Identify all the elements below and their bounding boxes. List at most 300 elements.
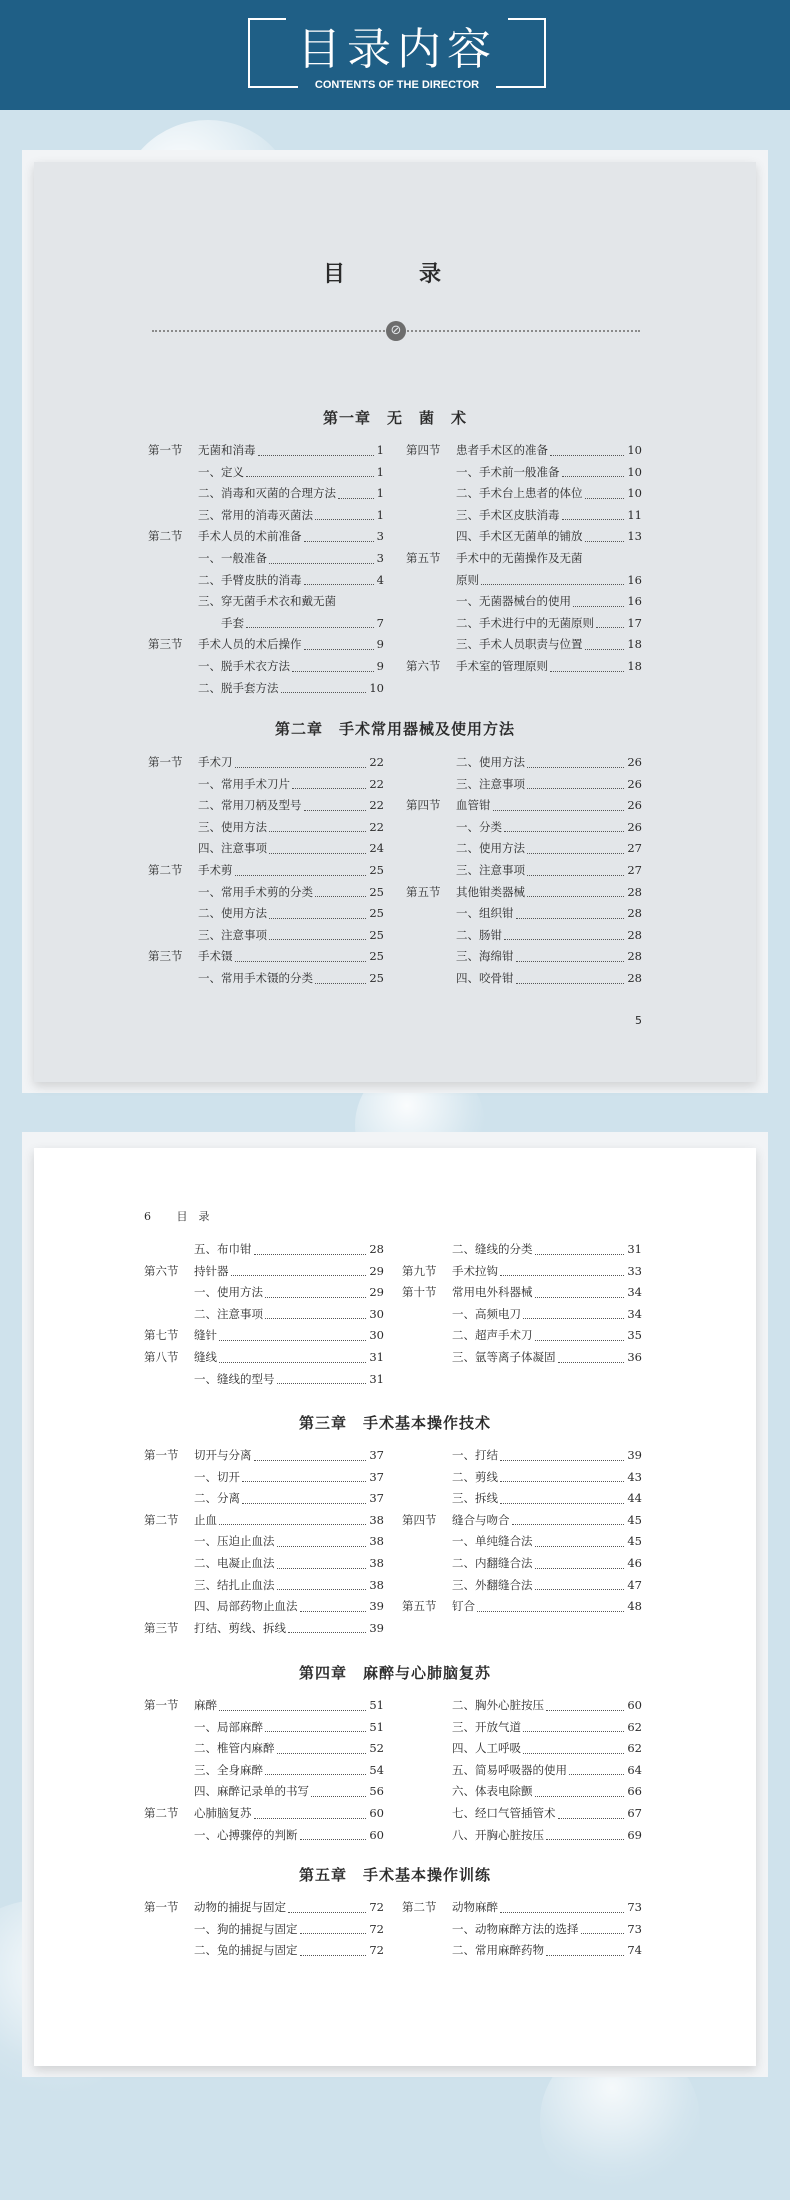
toc-entry-title: 血管钳 — [456, 798, 491, 813]
toc-leader-dots — [504, 831, 624, 832]
toc-leader-dots — [265, 1731, 366, 1732]
toc-leader-dots — [500, 1912, 624, 1913]
toc-entry[interactable] — [148, 774, 384, 796]
toc-entry-title: 手术中的无菌操作及无菌 — [456, 550, 583, 565]
toc-entry-title: 二、脱手套方法 — [198, 680, 279, 695]
toc-leader-dots — [500, 1275, 624, 1276]
toc-column — [406, 440, 642, 678]
toc-entry[interactable] — [402, 1803, 642, 1825]
toc-page-number: 73 — [627, 1900, 642, 1914]
toc-leader-dots — [338, 498, 374, 499]
toc-entry[interactable] — [144, 1510, 384, 1532]
toc-entry[interactable] — [406, 656, 642, 678]
toc-entry[interactable] — [144, 1467, 384, 1489]
toc-section-label: 第七节 — [144, 1328, 179, 1343]
toc-entry-title: 五、简易呼吸器的使用 — [452, 1762, 567, 1777]
toc-entry[interactable] — [144, 1261, 384, 1283]
toc-page-number: 28 — [369, 1242, 384, 1256]
toc-page-number: 26 — [627, 819, 642, 834]
toc-leader-dots — [315, 519, 374, 520]
toc-leader-dots — [581, 1933, 624, 1934]
toc-entry[interactable] — [148, 613, 384, 635]
toc-entry-title: 二、超声手术刀 — [452, 1328, 533, 1343]
toc-entry[interactable] — [148, 903, 384, 925]
toc-entry[interactable] — [144, 1596, 384, 1618]
toc-page-number: 36 — [627, 1349, 642, 1364]
toc-entry[interactable] — [402, 1239, 642, 1261]
toc-page-number: 3 — [376, 529, 384, 544]
toc-entry[interactable] — [402, 1919, 642, 1941]
toc-leader-dots — [535, 1254, 624, 1255]
toc-entry[interactable] — [402, 1347, 642, 1369]
toc-entry[interactable] — [144, 1803, 384, 1825]
toc-entry[interactable] — [406, 570, 642, 592]
toc-section-label: 第四节 — [406, 443, 441, 457]
toc-entry-title: 手套 — [198, 615, 244, 630]
toc-page-number: 9 — [376, 658, 384, 673]
toc-page-number: 48 — [627, 1599, 642, 1614]
toc-section-label: 第二节 — [144, 1805, 179, 1820]
scalpel-icon: ⊘ — [386, 321, 406, 341]
toc-page-number: 31 — [369, 1349, 384, 1364]
toc-page-number: 56 — [369, 1784, 384, 1799]
toc-entry[interactable] — [148, 440, 384, 462]
toc-page-number: 22 — [369, 819, 384, 834]
toc-entry[interactable] — [402, 1717, 642, 1739]
toc-entry[interactable] — [148, 548, 384, 570]
toc-page-number: 37 — [369, 1448, 384, 1462]
toc-leader-dots — [527, 875, 624, 876]
toc-entry[interactable] — [402, 1510, 642, 1532]
toc-entry-title: 四、咬骨钳 — [456, 970, 514, 985]
page-number: 5 — [635, 1014, 642, 1027]
toc-entry[interactable] — [406, 774, 642, 796]
toc-entry[interactable] — [406, 483, 642, 505]
toc-page-number: 29 — [369, 1263, 384, 1278]
toc-page-number: 30 — [369, 1306, 384, 1321]
toc-entry[interactable] — [402, 1695, 642, 1717]
toc-entry[interactable] — [402, 1781, 642, 1803]
toc-section-label: 第三节 — [148, 949, 183, 964]
toc-leader-dots — [523, 1731, 624, 1732]
toc-leader-dots — [311, 1796, 366, 1797]
toc-entry-title: 一、狗的捕捉与固定 — [194, 1921, 298, 1936]
toc-entry[interactable] — [402, 1488, 642, 1510]
toc-entry[interactable] — [402, 1325, 642, 1347]
toc-leader-dots — [300, 1955, 366, 1956]
toc-page-number: 25 — [369, 949, 384, 964]
toc-leader-dots — [550, 455, 624, 456]
toc-section-label: 第十节 — [402, 1285, 437, 1300]
toc-entry-title: 二、剪线 — [452, 1469, 498, 1484]
toc-entry[interactable] — [402, 1261, 642, 1283]
toc-entry[interactable] — [402, 1467, 642, 1489]
toc-section-label: 第五节 — [402, 1599, 437, 1614]
toc-entry[interactable] — [402, 1553, 642, 1575]
toc-entry[interactable] — [144, 1760, 384, 1782]
toc-entry[interactable] — [406, 946, 642, 968]
toc-entry[interactable] — [148, 968, 384, 990]
toc-entry[interactable] — [144, 1239, 384, 1261]
toc-page-number: 74 — [627, 1943, 642, 1958]
toc-entry-title: 动物的捕捉与固定 — [194, 1900, 286, 1914]
toc-page-number: 25 — [369, 862, 384, 877]
running-title: 目 录 — [176, 1210, 210, 1223]
toc-entry-title: 一、切开 — [194, 1469, 240, 1484]
toc-page-number: 73 — [627, 1921, 642, 1936]
toc-entry-title: 一、无菌器械台的使用 — [456, 594, 571, 609]
toc-page-number: 1 — [376, 507, 384, 522]
toc-leader-dots — [315, 983, 366, 984]
toc-entry-title: 其他钳类器械 — [456, 884, 525, 899]
toc-entry[interactable] — [402, 1282, 642, 1304]
toc-page-number: 28 — [627, 927, 642, 942]
toc-leader-dots — [231, 1275, 366, 1276]
toc-leader-dots — [512, 1524, 624, 1525]
running-head — [144, 1208, 232, 1224]
toc-leader-dots — [246, 476, 374, 477]
toc-leader-dots — [585, 541, 624, 542]
toc-leader-dots — [281, 692, 366, 693]
toc-page-number: 46 — [627, 1555, 642, 1570]
toc-leader-dots — [246, 627, 374, 628]
toc-entry[interactable] — [144, 1897, 384, 1919]
toc-entry[interactable] — [148, 838, 384, 860]
toc-entry-title: 一、单纯缝合法 — [452, 1534, 533, 1549]
toc-entry-title: 四、局部药物止血法 — [194, 1599, 298, 1614]
toc-page-number: 72 — [369, 1900, 384, 1914]
toc-entry-title: 一、动物麻醉方法的选择 — [452, 1921, 579, 1936]
toc-entry[interactable] — [406, 968, 642, 990]
toc-entry-title: 一、常用手术剪的分类 — [198, 884, 313, 899]
toc-entry[interactable] — [148, 882, 384, 904]
toc-entry-title: 常用电外科器械 — [452, 1285, 533, 1300]
toc-entry[interactable] — [144, 1919, 384, 1941]
toc-section-label: 第一节 — [148, 443, 183, 457]
toc-section-label: 第九节 — [402, 1263, 437, 1278]
toc-entry-title: 手术刀 — [198, 755, 233, 769]
toc-entry-title: 二、椎管内麻醉 — [194, 1741, 275, 1756]
toc-entry-title: 二、消毒和灭菌的合理方法 — [198, 486, 336, 501]
toc-section-label: 第八节 — [144, 1349, 179, 1364]
toc-entry[interactable] — [148, 526, 384, 548]
toc-entry[interactable] — [406, 440, 642, 462]
toc-entry-title: 三、氩等离子体凝固 — [452, 1349, 556, 1364]
toc-leader-dots — [277, 1383, 366, 1384]
toc-leader-dots — [300, 1933, 366, 1934]
toc-entry-title: 一、定义 — [198, 464, 244, 479]
toc-page-number: 10 — [627, 486, 642, 501]
toc-entry-title: 二、手术进行中的无菌原则 — [456, 615, 594, 630]
toc-page-number: 72 — [369, 1943, 384, 1958]
toc-leader-dots — [585, 498, 624, 499]
toc-entry[interactable] — [402, 1825, 642, 1847]
toc-entry[interactable] — [144, 1531, 384, 1553]
toc-entry[interactable] — [144, 1304, 384, 1326]
toc-leader-dots — [288, 1912, 366, 1913]
toc-entry[interactable] — [148, 591, 384, 613]
toc-section-label: 第二节 — [144, 1512, 179, 1527]
toc-entry[interactable] — [144, 1738, 384, 1760]
toc-entry-title: 三、全身麻醉 — [194, 1762, 263, 1777]
toc-page-number: 45 — [627, 1534, 642, 1549]
toc-leader-dots — [219, 1340, 366, 1341]
toc-entry[interactable] — [148, 817, 384, 839]
toc-page-number: 66 — [627, 1784, 642, 1799]
toc-entry[interactable] — [402, 1596, 642, 1618]
toc-entry-title: 一、高频电刀 — [452, 1306, 521, 1321]
toc-entry-title: 一、脱手术衣方法 — [198, 658, 290, 673]
toc-page-number: 27 — [627, 841, 642, 856]
toc-page-number: 18 — [627, 658, 642, 673]
toc-entry-title: 一、使用方法 — [194, 1285, 263, 1300]
toc-page-number: 25 — [369, 906, 384, 921]
header-banner — [0, 0, 790, 110]
toc-entry-title: 三、手术区皮肤消毒 — [456, 507, 560, 522]
toc-leader-dots — [523, 1753, 624, 1754]
toc-entry-title: 二、肠钳 — [456, 927, 502, 942]
toc-page-number: 22 — [369, 798, 384, 813]
toc-leader-dots — [254, 1254, 366, 1255]
toc-entry[interactable] — [406, 860, 642, 882]
toc-page-number: 43 — [627, 1469, 642, 1484]
toc-leader-dots — [535, 1546, 624, 1547]
toc-page-number: 69 — [627, 1827, 642, 1842]
toc-entry[interactable] — [148, 483, 384, 505]
toc-entry[interactable] — [406, 613, 642, 635]
toc-entry[interactable] — [406, 903, 642, 925]
toc-entry-title: 七、经口气管插管术 — [452, 1805, 556, 1820]
toc-leader-dots — [562, 519, 624, 520]
toc-entry[interactable] — [148, 946, 384, 968]
toc-leader-dots — [304, 810, 366, 811]
toc-leader-dots — [304, 649, 374, 650]
toc-leader-dots — [269, 853, 366, 854]
toc-leader-dots — [493, 810, 624, 811]
toc-page-number: 29 — [369, 1285, 384, 1300]
toc-entry[interactable] — [144, 1825, 384, 1847]
toc-entry[interactable] — [406, 817, 642, 839]
toc-entry[interactable] — [402, 1760, 642, 1782]
toc-entry[interactable] — [144, 1488, 384, 1510]
toc-entry-title: 二、常用刀柄及型号 — [198, 798, 302, 813]
toc-entry[interactable] — [148, 860, 384, 882]
toc-page-number: 26 — [627, 755, 642, 769]
toc-page-number: 1 — [376, 443, 384, 457]
toc-entry[interactable] — [406, 591, 642, 613]
toc-page-number: 60 — [369, 1805, 384, 1820]
toc-section-label: 第一节 — [144, 1448, 179, 1462]
toc-entry[interactable] — [144, 1325, 384, 1347]
toc-entry-title: 一、局部麻醉 — [194, 1719, 263, 1734]
toc-page-number: 39 — [627, 1448, 642, 1462]
toc-entry[interactable] — [148, 656, 384, 678]
toc-leader-dots — [269, 918, 366, 919]
toc-column — [144, 1445, 384, 1639]
toc-entry[interactable] — [402, 1304, 642, 1326]
toc-entry[interactable] — [144, 1618, 384, 1640]
toc-entry[interactable] — [144, 1282, 384, 1304]
toc-entry[interactable] — [148, 678, 384, 700]
toc-section-label: 第六节 — [144, 1263, 179, 1278]
toc-leader-dots — [242, 1503, 366, 1504]
toc-section-label: 第一节 — [148, 755, 183, 769]
toc-entry[interactable] — [148, 570, 384, 592]
banner-frame — [248, 18, 546, 91]
toc-page-number: 60 — [369, 1827, 384, 1842]
toc-column — [402, 1445, 642, 1618]
toc-entry[interactable] — [406, 462, 642, 484]
toc-page-number: 62 — [627, 1719, 642, 1734]
toc-leader-dots — [219, 1710, 366, 1711]
toc-leader-dots — [516, 961, 624, 962]
toc-entry[interactable] — [402, 1897, 642, 1919]
toc-entry-title: 一、常用手术镊的分类 — [198, 970, 313, 985]
toc-entry[interactable] — [144, 1369, 384, 1391]
toc-page-number: 51 — [369, 1698, 384, 1712]
toc-entry[interactable] — [402, 1738, 642, 1760]
toc-entry[interactable] — [148, 634, 384, 656]
toc-leader-dots — [235, 961, 366, 962]
toc-column — [144, 1239, 384, 1390]
toc-page-number: 28 — [627, 949, 642, 964]
toc-entry-title: 二、胸外心脏按压 — [452, 1698, 544, 1712]
toc-entry-title: 三、海绵钳 — [456, 949, 514, 964]
toc-page-number: 38 — [369, 1534, 384, 1549]
toc-leader-dots — [242, 1481, 366, 1482]
toc-entry-title: 八、开胸心脏按压 — [452, 1827, 544, 1842]
toc-leader-dots — [535, 1589, 624, 1590]
toc-entry-title: 三、使用方法 — [198, 819, 267, 834]
toc-leader-dots — [265, 1297, 366, 1298]
toc-entry-title: 三、开放气道 — [452, 1719, 521, 1734]
toc-entry[interactable] — [406, 505, 642, 527]
toc-page-number: 67 — [627, 1805, 642, 1820]
toc-entry[interactable] — [406, 526, 642, 548]
toc-leader-dots — [292, 788, 366, 789]
book-page-5 — [34, 162, 756, 1082]
toc-leader-dots — [550, 671, 624, 672]
toc-page-number: 31 — [627, 1242, 642, 1256]
toc-entry[interactable] — [406, 925, 642, 947]
toc-section-label: 第三节 — [144, 1620, 179, 1635]
banner-subtitle: CONTENTS OF THE DIRECTOR — [314, 79, 480, 91]
toc-entry[interactable] — [406, 634, 642, 656]
toc-section-label: 第五节 — [406, 884, 441, 899]
toc-entry-title: 二、使用方法 — [198, 906, 267, 921]
toc-entry[interactable] — [148, 925, 384, 947]
toc-section-label: 第五节 — [406, 550, 441, 565]
toc-entry[interactable] — [406, 795, 642, 817]
toc-page-number: 28 — [627, 906, 642, 921]
toc-entry[interactable] — [144, 1781, 384, 1803]
toc-entry[interactable] — [406, 882, 642, 904]
toc-entry-title: 二、分离 — [194, 1491, 240, 1506]
toc-entry[interactable] — [406, 752, 642, 774]
toc-entry-title: 原则 — [456, 572, 479, 587]
toc-page-number: 3 — [376, 550, 384, 565]
toc-entry-title: 三、注意事项 — [456, 862, 525, 877]
toc-entry[interactable] — [148, 752, 384, 774]
toc-entry-title: 一、缝线的型号 — [194, 1371, 275, 1386]
toc-page-number: 45 — [627, 1512, 642, 1527]
toc-leader-dots — [235, 767, 366, 768]
toc-section-label: 第一节 — [144, 1698, 179, 1712]
toc-leader-dots — [516, 918, 624, 919]
toc-page-number: 10 — [627, 443, 642, 457]
book-page-6 — [34, 1148, 756, 2066]
toc-leader-dots — [500, 1481, 624, 1482]
toc-entry-title: 三、穿无菌手术衣和戴无菌 — [198, 594, 336, 609]
toc-leader-dots — [219, 1362, 366, 1363]
toc-section-label: 第三节 — [148, 637, 183, 652]
toc-leader-dots — [219, 1524, 366, 1525]
toc-leader-dots — [254, 1460, 366, 1461]
toc-page-number: 25 — [369, 927, 384, 942]
toc-entry[interactable] — [402, 1531, 642, 1553]
toc-entry-title: 四、注意事项 — [198, 841, 267, 856]
toc-entry[interactable] — [144, 1347, 384, 1369]
toc-page-number: 38 — [369, 1555, 384, 1570]
toc-entry[interactable] — [148, 505, 384, 527]
toc-leader-dots — [258, 455, 374, 456]
toc-entry[interactable] — [144, 1717, 384, 1739]
toc-entry-title: 钉合 — [452, 1599, 475, 1614]
toc-entry-title: 二、手臂皮肤的消毒 — [198, 572, 302, 587]
toc-entry-title: 三、拆线 — [452, 1491, 498, 1506]
toc-entry[interactable] — [402, 1445, 642, 1467]
toc-entry[interactable] — [144, 1575, 384, 1597]
toc-entry-title: 三、结扎止血法 — [194, 1577, 275, 1592]
toc-page-number: 10 — [369, 680, 384, 695]
toc-entry-title: 三、常用的消毒灭菌法 — [198, 507, 313, 522]
toc-entry[interactable] — [406, 548, 642, 570]
toc-entry-title: 心肺脑复苏 — [194, 1805, 252, 1820]
toc-page-number: 1 — [376, 486, 384, 501]
toc-entry[interactable] — [402, 1940, 642, 1962]
chapter-title: 第四章 麻醉与心肺脑复苏 — [298, 1664, 491, 1682]
toc-entry[interactable] — [406, 838, 642, 860]
running-page-number: 6 — [144, 1210, 151, 1223]
toc-section-label: 第六节 — [406, 658, 441, 673]
toc-column — [402, 1897, 642, 1962]
toc-leader-dots — [277, 1568, 366, 1569]
toc-leader-dots — [558, 1362, 624, 1363]
toc-entry-title: 一、打结 — [452, 1448, 498, 1462]
toc-entry[interactable] — [402, 1575, 642, 1597]
toc-entry-title: 打结、剪线、拆线 — [194, 1620, 286, 1635]
toc-page-number: 25 — [369, 884, 384, 899]
toc-page-number: 52 — [369, 1741, 384, 1756]
toc-leader-dots — [535, 1297, 624, 1298]
toc-entry-title: 二、内翻缝合法 — [452, 1555, 533, 1570]
toc-page-number: 17 — [627, 615, 642, 630]
toc-entry[interactable] — [144, 1445, 384, 1467]
toc-entry[interactable] — [148, 462, 384, 484]
toc-entry[interactable] — [148, 795, 384, 817]
toc-page-number: 16 — [627, 572, 642, 587]
toc-entry[interactable] — [144, 1553, 384, 1575]
toc-page-number: 35 — [627, 1328, 642, 1343]
toc-page-number: 28 — [627, 970, 642, 985]
toc-entry-title: 二、注意事项 — [194, 1306, 263, 1321]
toc-entry-title: 四、人工呼吸 — [452, 1741, 521, 1756]
toc-leader-dots — [546, 1839, 624, 1840]
toc-entry-title: 二、使用方法 — [456, 755, 525, 769]
banner-title: 目录内容 — [297, 24, 497, 75]
toc-entry[interactable] — [144, 1940, 384, 1962]
toc-entry[interactable] — [144, 1695, 384, 1717]
